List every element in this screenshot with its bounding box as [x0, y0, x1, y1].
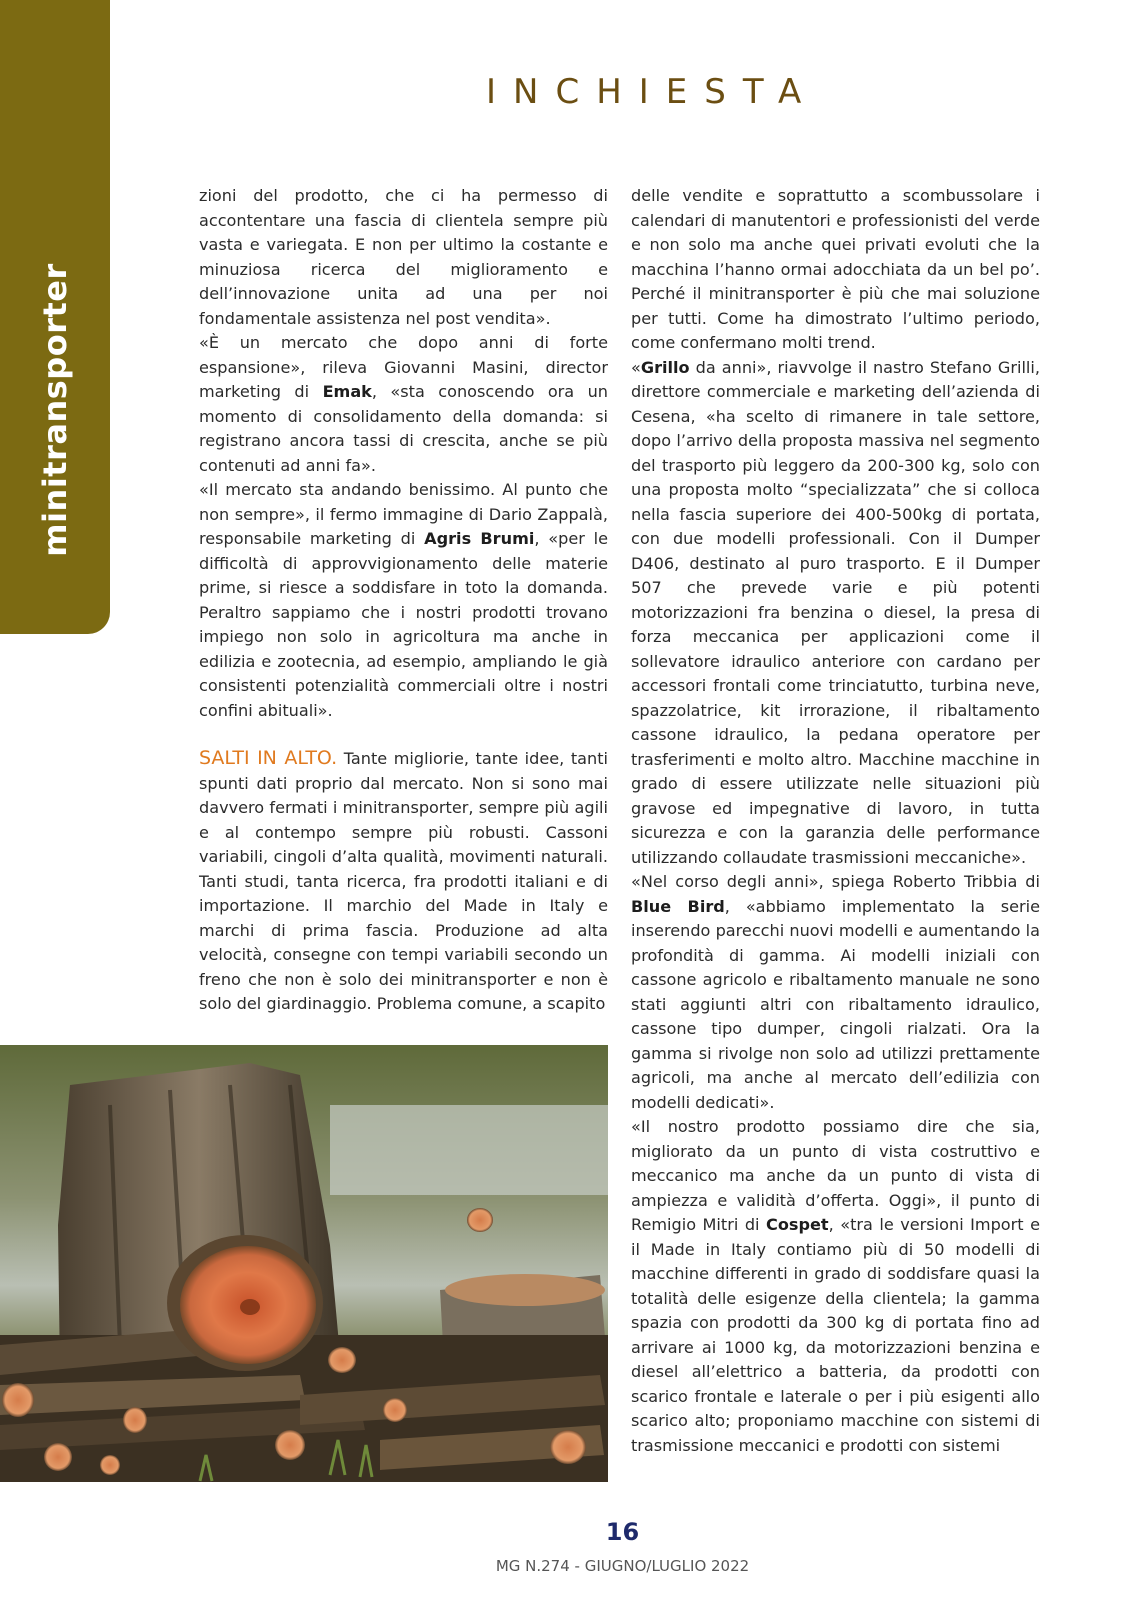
section-header-title: INCHIESTA	[486, 72, 819, 112]
article-photo	[0, 1045, 608, 1482]
side-tab-label: minitransporter	[36, 263, 74, 557]
paragraph-text: «Nel corso degli anni», spiega Roberto Tribbia di	[631, 872, 1040, 891]
right-text-column	[631, 184, 1040, 1458]
paragraph-text: «	[631, 357, 641, 377]
paragraph-text: , «per le difficoltà di approvvigionamento delle materie prime, si riesce a soddisfare in toto la domanda. Peraltro sappiamo che i nostri prodotti trovano impiego non solo in agricoltura ma anche in edilizia e zootecnia, ad esempio, ampliando le già consistenti potenzialità commerciali oltre i nostri confini abituali».	[199, 529, 608, 720]
section-side-tab	[0, 0, 110, 634]
paragraph-text: da anni», riavvolge il nastro Stefano Grilli, direttore commerciale e marketing dell’azienda di Cesena, «ha scelto di rimanere in tale settore, dopo l’arrivo della proposta massiva nel segmento del trasporto più leggero da 200-300 kg, solo con una proposta molto “specializzata” che si colloca nella fascia superiore dei 400-500kg di portata, con due modelli professionali. Con il Dumper D406, destinato al puro trasporto. E il Dumper 507 che prevede varie e più potenti motorizzazioni fra benzina o diesel, la presa di forza meccanica per applicazioni come il sollevatore idraulico anteriore con cardano per accessori frontali come trinciatutto, turbina neve, spazzolatrice, kit irrorazione, il ribaltamento cassone idraulico, la pedana operatore per trasferimenti e molto altro. Macchine macchine in grado di essere utilizzate nelle situazioni più gravose ed impegnative di lavoro, in tutta sicurezza e con la garanzia delle performance utilizzando collaudate trasmissioni meccaniche».	[631, 357, 1040, 867]
paragraph-gap	[199, 723, 608, 746]
brand-name: Cospet	[766, 1215, 829, 1234]
paragraph-text: Tante migliorie, tante idee, tanti spunti dati proprio dal mercato. Non si sono mai davvero fermati i minitransporter, sempre più agili e al contempo sempre più robusti. Cassoni variabili, cingoli d’alta qualità, movimenti naturali. Tanti studi, tanta ricerca, fra prodotti italiani e di importazione. Il marchio del Made in Italy e marchi di prima fascia. Produzione ad alta velocità, consegne con tempi variabili secondo un freno che non è solo dei minitransporter e non è solo del giardinaggio. Problema comune, a scapito	[199, 749, 608, 1013]
brand-name: Blue Bird	[631, 896, 725, 916]
paragraph	[199, 746, 608, 1017]
section-kicker: SALTI IN ALTO.	[199, 747, 338, 769]
paragraph	[631, 1115, 1040, 1458]
tree-stumps-illustration	[0, 1045, 608, 1482]
page-number: 16	[605, 1518, 640, 1546]
paragraph-text: delle vendite e soprattutto a scombussolare i calendari di manutentori e professionisti del verde e non solo ma anche quei privati evoluti che la macchina l’hanno ormai adocchiata da un bel po’. Perché il minitransporter è più che mai soluzione per tutti. Come ha dimostrato l’ultimo periodo, come confermano molti trend.	[631, 186, 1040, 352]
paragraph-text: , «abbiamo implementato la serie inserendo parecchi nuovi modelli e aumentando la profondità di gamma. Ai modelli iniziali con cassone agricolo e ribaltamento manuale ne sono stati aggiunti altri con ribaltamento idraulico, cassone tipo dumper, cingoli rialzati. Ora la gamma si rivolge non solo ad utilizzi prettamente agricoli, ma anche al mercato dell’edilizia con modelli dedicati».	[631, 896, 1041, 1112]
paragraph-text: «Il nostro prodotto possiamo dire che sia, migliorato da un punto di vista costruttivo e meccanico ma anche da un punto di vista di ampiezza e validità d’offerta. Oggi», il punto di Remigio Mitri di	[631, 1117, 1040, 1234]
brand-name: Emak	[322, 382, 372, 401]
left-text-column	[199, 184, 608, 1017]
paragraph	[631, 870, 1040, 1115]
paragraph	[199, 184, 608, 331]
paragraph	[199, 331, 608, 478]
paragraph-text: «Il mercato sta andando benissimo. Al punto che non sempre», il fermo immagine di Dario Zappalà, responsabile marketing di	[199, 480, 608, 548]
paragraph-text: «È un mercato che dopo anni di forte espansione», rileva Giovanni Masini, director marketing di	[199, 333, 608, 401]
brand-name: Agris Brumi	[424, 529, 535, 548]
issue-info: MG N.274 - GIUGNO/LUGLIO 2022	[495, 1557, 750, 1575]
paragraph	[631, 184, 1040, 356]
paragraph-text: , «sta conoscendo ora un momento di consolidamento della domanda: si registrano ancora tassi di crescita, anche se più contenuti ad anni fa».	[199, 382, 608, 475]
paragraph	[631, 356, 1040, 871]
brand-name: Grillo	[640, 357, 690, 377]
paragraph	[199, 478, 608, 723]
paragraph-text: , «tra le versioni Import e il Made in Italy contiamo più di 50 modelli di macchine differenti in grado di soddisfare quasi la totalità delle esigenze della clientela; la gamma spazia con prodotti da 300 kg di portata fino ad arrivare ai 1000 kg, da motorizzazioni benzina e diesel all’elettrico a batteria, da prodotti con scarico frontale e laterale o per i più esigenti allo scarico alto; proponiamo macchine con sistemi di trasmissione meccanici e prodotti con sistemi	[631, 1215, 1040, 1455]
paragraph-text: zioni del prodotto, che ci ha permesso di accontentare una fascia di clientela sempre più vasta e variegata. E non per ultimo la costante e minuziosa ricerca del miglioramento e dell’innovazione unita ad una per noi fondamentale assistenza nel post vendita».	[199, 186, 608, 328]
